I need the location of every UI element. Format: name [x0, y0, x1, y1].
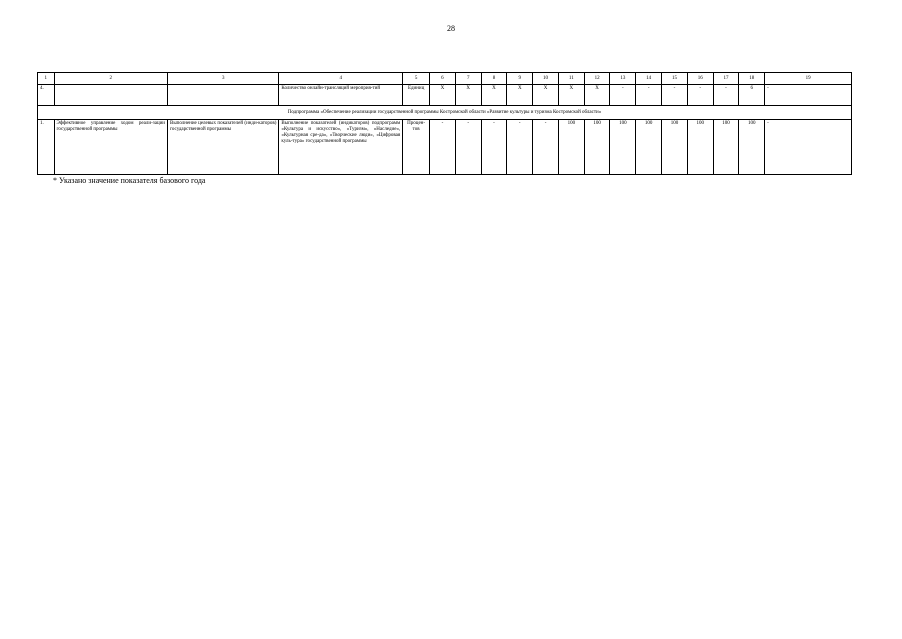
value-cell: - — [507, 120, 533, 175]
value-cell: - — [687, 85, 713, 106]
indicators-table — [37, 72, 852, 175]
value-cell: - — [481, 120, 507, 175]
task-cell — [54, 85, 167, 106]
header-cell: 3 — [167, 73, 278, 85]
header-cell: 19 — [765, 73, 852, 85]
header-cell: 8 — [481, 73, 507, 85]
row-number: 4. — [38, 85, 55, 106]
value-cell: 100 — [713, 120, 739, 175]
header-cell: 2 — [54, 73, 167, 85]
value-cell: Х — [430, 85, 456, 106]
header-cell: 5 — [403, 73, 430, 85]
note-cell: - — [765, 85, 852, 106]
value-cell: Х — [507, 85, 533, 106]
table-header-row — [38, 73, 852, 85]
header-cell: 10 — [533, 73, 559, 85]
subprogram-title: Подпрограмма «Обеспечение реализации государственной программы Костромской области «Развитие культуры и туризма Костромской области» — [38, 106, 852, 120]
value-cell: 100 — [558, 120, 584, 175]
value-cell: 100 — [610, 120, 636, 175]
note-cell: - — [765, 120, 852, 175]
footnote: * Указано значение показателя базового года — [53, 176, 206, 185]
value-cell: Х — [584, 85, 610, 106]
value-cell: 100 — [687, 120, 713, 175]
indicator-cell: Количество онлайн-трансляций мероприя-тий — [279, 85, 403, 106]
value-cell: 100 — [584, 120, 610, 175]
header-cell: 9 — [507, 73, 533, 85]
indicator-cell: Выполнение показателей (индикаторов) подпрограмм «Культура и искусство», «Туризм», «Наследие», «Культурная сре-да», «Творческие люди», «Цифровая куль-тура» государственной программы — [279, 120, 403, 175]
value-cell: 100 — [662, 120, 688, 175]
goal-cell: Выполнение целевых показателей (инди-каторов) государственной программы — [167, 120, 278, 175]
value-cell: - — [713, 85, 739, 106]
header-cell: 7 — [455, 73, 481, 85]
header-cell: 1 — [38, 73, 55, 85]
value-cell: 100 — [739, 120, 765, 175]
value-cell: 100 — [636, 120, 662, 175]
header-cell: 17 — [713, 73, 739, 85]
subprogram-row — [38, 106, 852, 120]
header-cell: 16 — [687, 73, 713, 85]
task-cell: Эффективное управление ходом реали-зации государственной программы — [54, 120, 167, 175]
value-cell: - — [533, 120, 559, 175]
header-cell: 11 — [558, 73, 584, 85]
value-cell: - — [430, 120, 456, 175]
page-number: 28 — [447, 24, 455, 33]
header-cell: 18 — [739, 73, 765, 85]
header-cell: 15 — [662, 73, 688, 85]
table-row — [38, 85, 852, 106]
value-cell: - — [636, 85, 662, 106]
value-cell: - — [455, 120, 481, 175]
value-cell: Х — [533, 85, 559, 106]
value-cell: Х — [455, 85, 481, 106]
header-cell: 13 — [610, 73, 636, 85]
value-cell: Х — [558, 85, 584, 106]
header-cell: 14 — [636, 73, 662, 85]
unit-cell: Процен-тов — [403, 120, 430, 175]
row-number: 1. — [38, 120, 55, 175]
value-cell: - — [662, 85, 688, 106]
value-cell: Х — [481, 85, 507, 106]
value-cell: 6 — [739, 85, 765, 106]
header-cell: 4 — [279, 73, 403, 85]
table-row — [38, 120, 852, 175]
unit-cell: Единиц — [403, 85, 430, 106]
header-cell: 6 — [430, 73, 456, 85]
goal-cell — [167, 85, 278, 106]
header-cell: 12 — [584, 73, 610, 85]
value-cell: - — [610, 85, 636, 106]
